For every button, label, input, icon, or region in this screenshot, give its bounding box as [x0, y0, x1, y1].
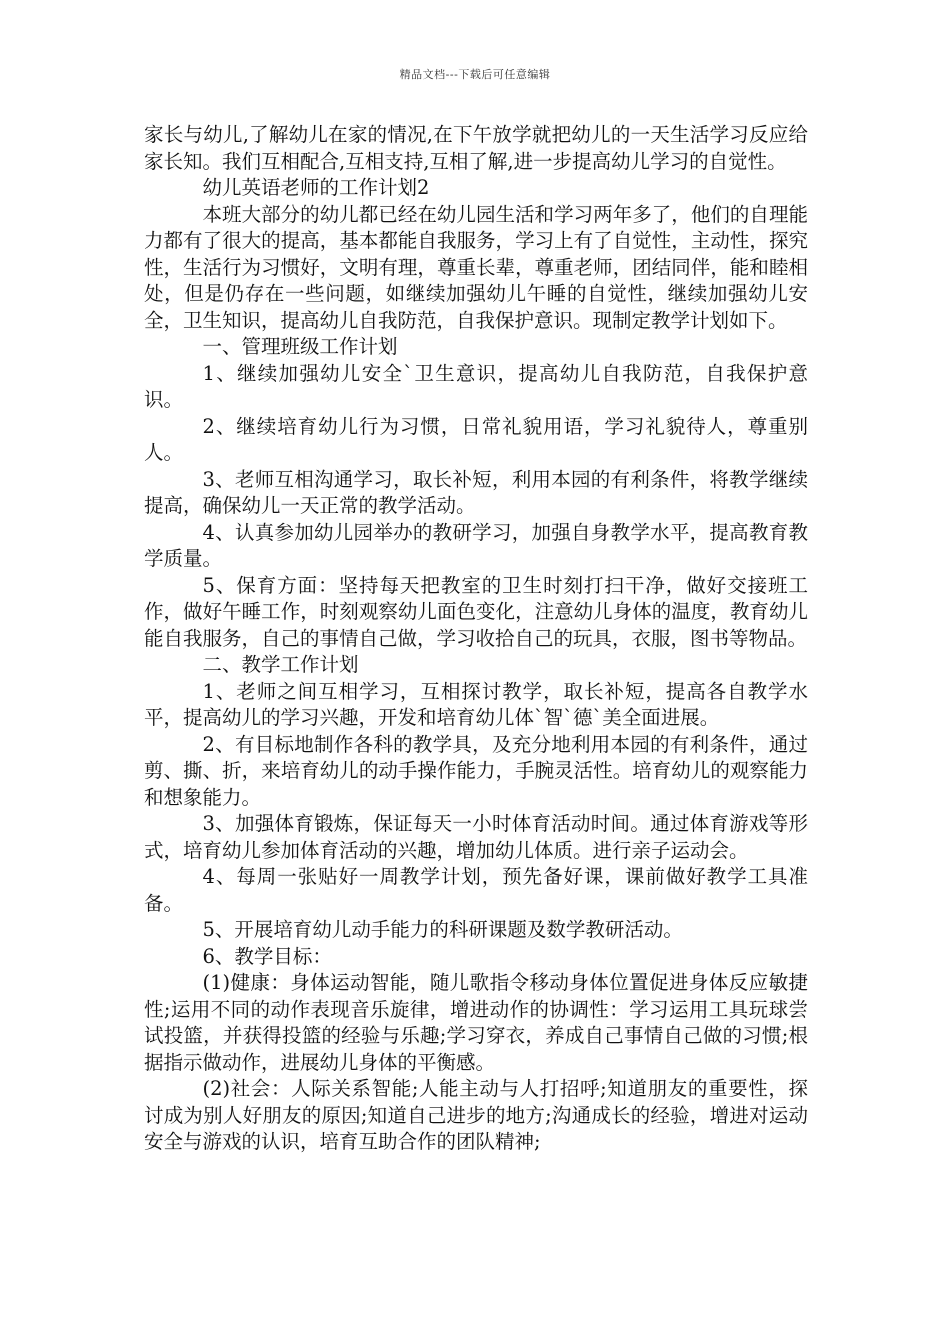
list-item-teaching-1: 1、老师之间互相学习，互相探讨教学，取长补短，提高各自教学水平，提高幼儿的学习兴趣，开发和培育幼儿体`智`德`美全面进展。 — [144, 679, 808, 729]
heading-teaching-plan: 二、教学工作计划 — [202, 653, 359, 676]
list-item-management-5: 5、保育方面：坚持每天把教室的卫生时刻打扫干净，做好交接班工作，做好午睡工作，时刻观察幼儿面色变化，注意幼儿身体的温度，教育幼儿能自我服务，自己的事情自己做，学习收拾自己的玩具，衣服，图书等物品。 — [144, 573, 808, 650]
list-item-teaching-2: 2、有目标地制作各科的教学具，及充分地利用本园的有利条件，通过剪、撕、折，来培育幼儿的动手操作能力，手腕灵活性。培育幼儿的观察能力和想象能力。 — [144, 732, 808, 809]
goal-health: (1)健康：身体运动智能，随儿歌指令移动身体位置促进身体反应敏捷性;运用不同的动作表现音乐旋律，增进动作的协调性：学习运用工具玩球尝试投篮，并获得投篮的经验与乐趣;学习穿衣，养成自己事情自己做的习惯;根据指示做动作，进展幼儿身体的平衡感。 — [144, 971, 808, 1074]
document-body — [144, 122, 808, 1156]
list-item-management-4: 4、认真参加幼儿园举办的教研学习，加强自身教学水平，提高教育教学质量。 — [144, 520, 808, 570]
goal-social: (2)社会：人际关系智能;人能主动与人打招呼;知道朋友的重要性，探讨成为别人好朋友的原因;知道自己进步的地方;沟通成长的经验，增进对运动安全与游戏的认识，培育互助合作的团队精神; — [144, 1077, 808, 1153]
list-item-management-1: 1、继续加强幼儿安全`卫生意识，提高幼儿自我防范，自我保护意识。 — [144, 361, 808, 411]
list-item-teaching-3: 3、加强体育锻炼，保证每天一小时体育活动时间。通过体育游戏等形式，培育幼儿参加体育活动的兴趣，增加幼儿体质。进行亲子运动会。 — [144, 812, 808, 862]
list-item-management-3: 3、老师互相沟通学习，取长补短，利用本园的有利条件，将教学继续提高，确保幼儿一天正常的教学活动。 — [144, 467, 808, 517]
paragraph-class-overview: 本班大部分的幼儿都已经在幼儿园生活和学习两年多了，他们的自理能力都有了很大的提高，基本都能自我服务，学习上有了自觉性，主动性，探究性，生活行为习惯好，文明有理，尊重长辈，尊重老师，团结同伴，能和睦相处，但是仍存在一些问题，如继续加强幼儿午睡的自觉性，继续加强幼儿安全，卫生知识，提高幼儿自我防范，自我保护意识。现制定教学计划如下。 — [144, 202, 808, 332]
section-title-work-plan-2: 幼儿英语老师的工作计划2 — [202, 176, 430, 199]
list-item-management-2: 2、继续培育幼儿行为习惯，日常礼貌用语，学习礼貌待人，尊重别人。 — [144, 414, 808, 464]
heading-class-management: 一、管理班级工作计划 — [202, 335, 398, 358]
page-header: 精品文档---下载后可任意编辑 — [399, 68, 551, 81]
paragraph-parent-communication: 家长与幼儿,了解幼儿在家的情况,在下午放学就把幼儿的一天生活学习反应给家长知。我们互相配合,互相支持,互相了解,进一步提高幼儿学习的自觉性。 — [144, 123, 808, 173]
list-item-teaching-4: 4、每周一张贴好一周教学计划，预先备好课，课前做好教学工具准备。 — [144, 865, 808, 915]
list-item-teaching-5: 5、开展培育幼儿动手能力的科研课题及数学教研活动。 — [202, 918, 683, 941]
list-item-teaching-6: 6、教学目标： — [202, 944, 332, 968]
